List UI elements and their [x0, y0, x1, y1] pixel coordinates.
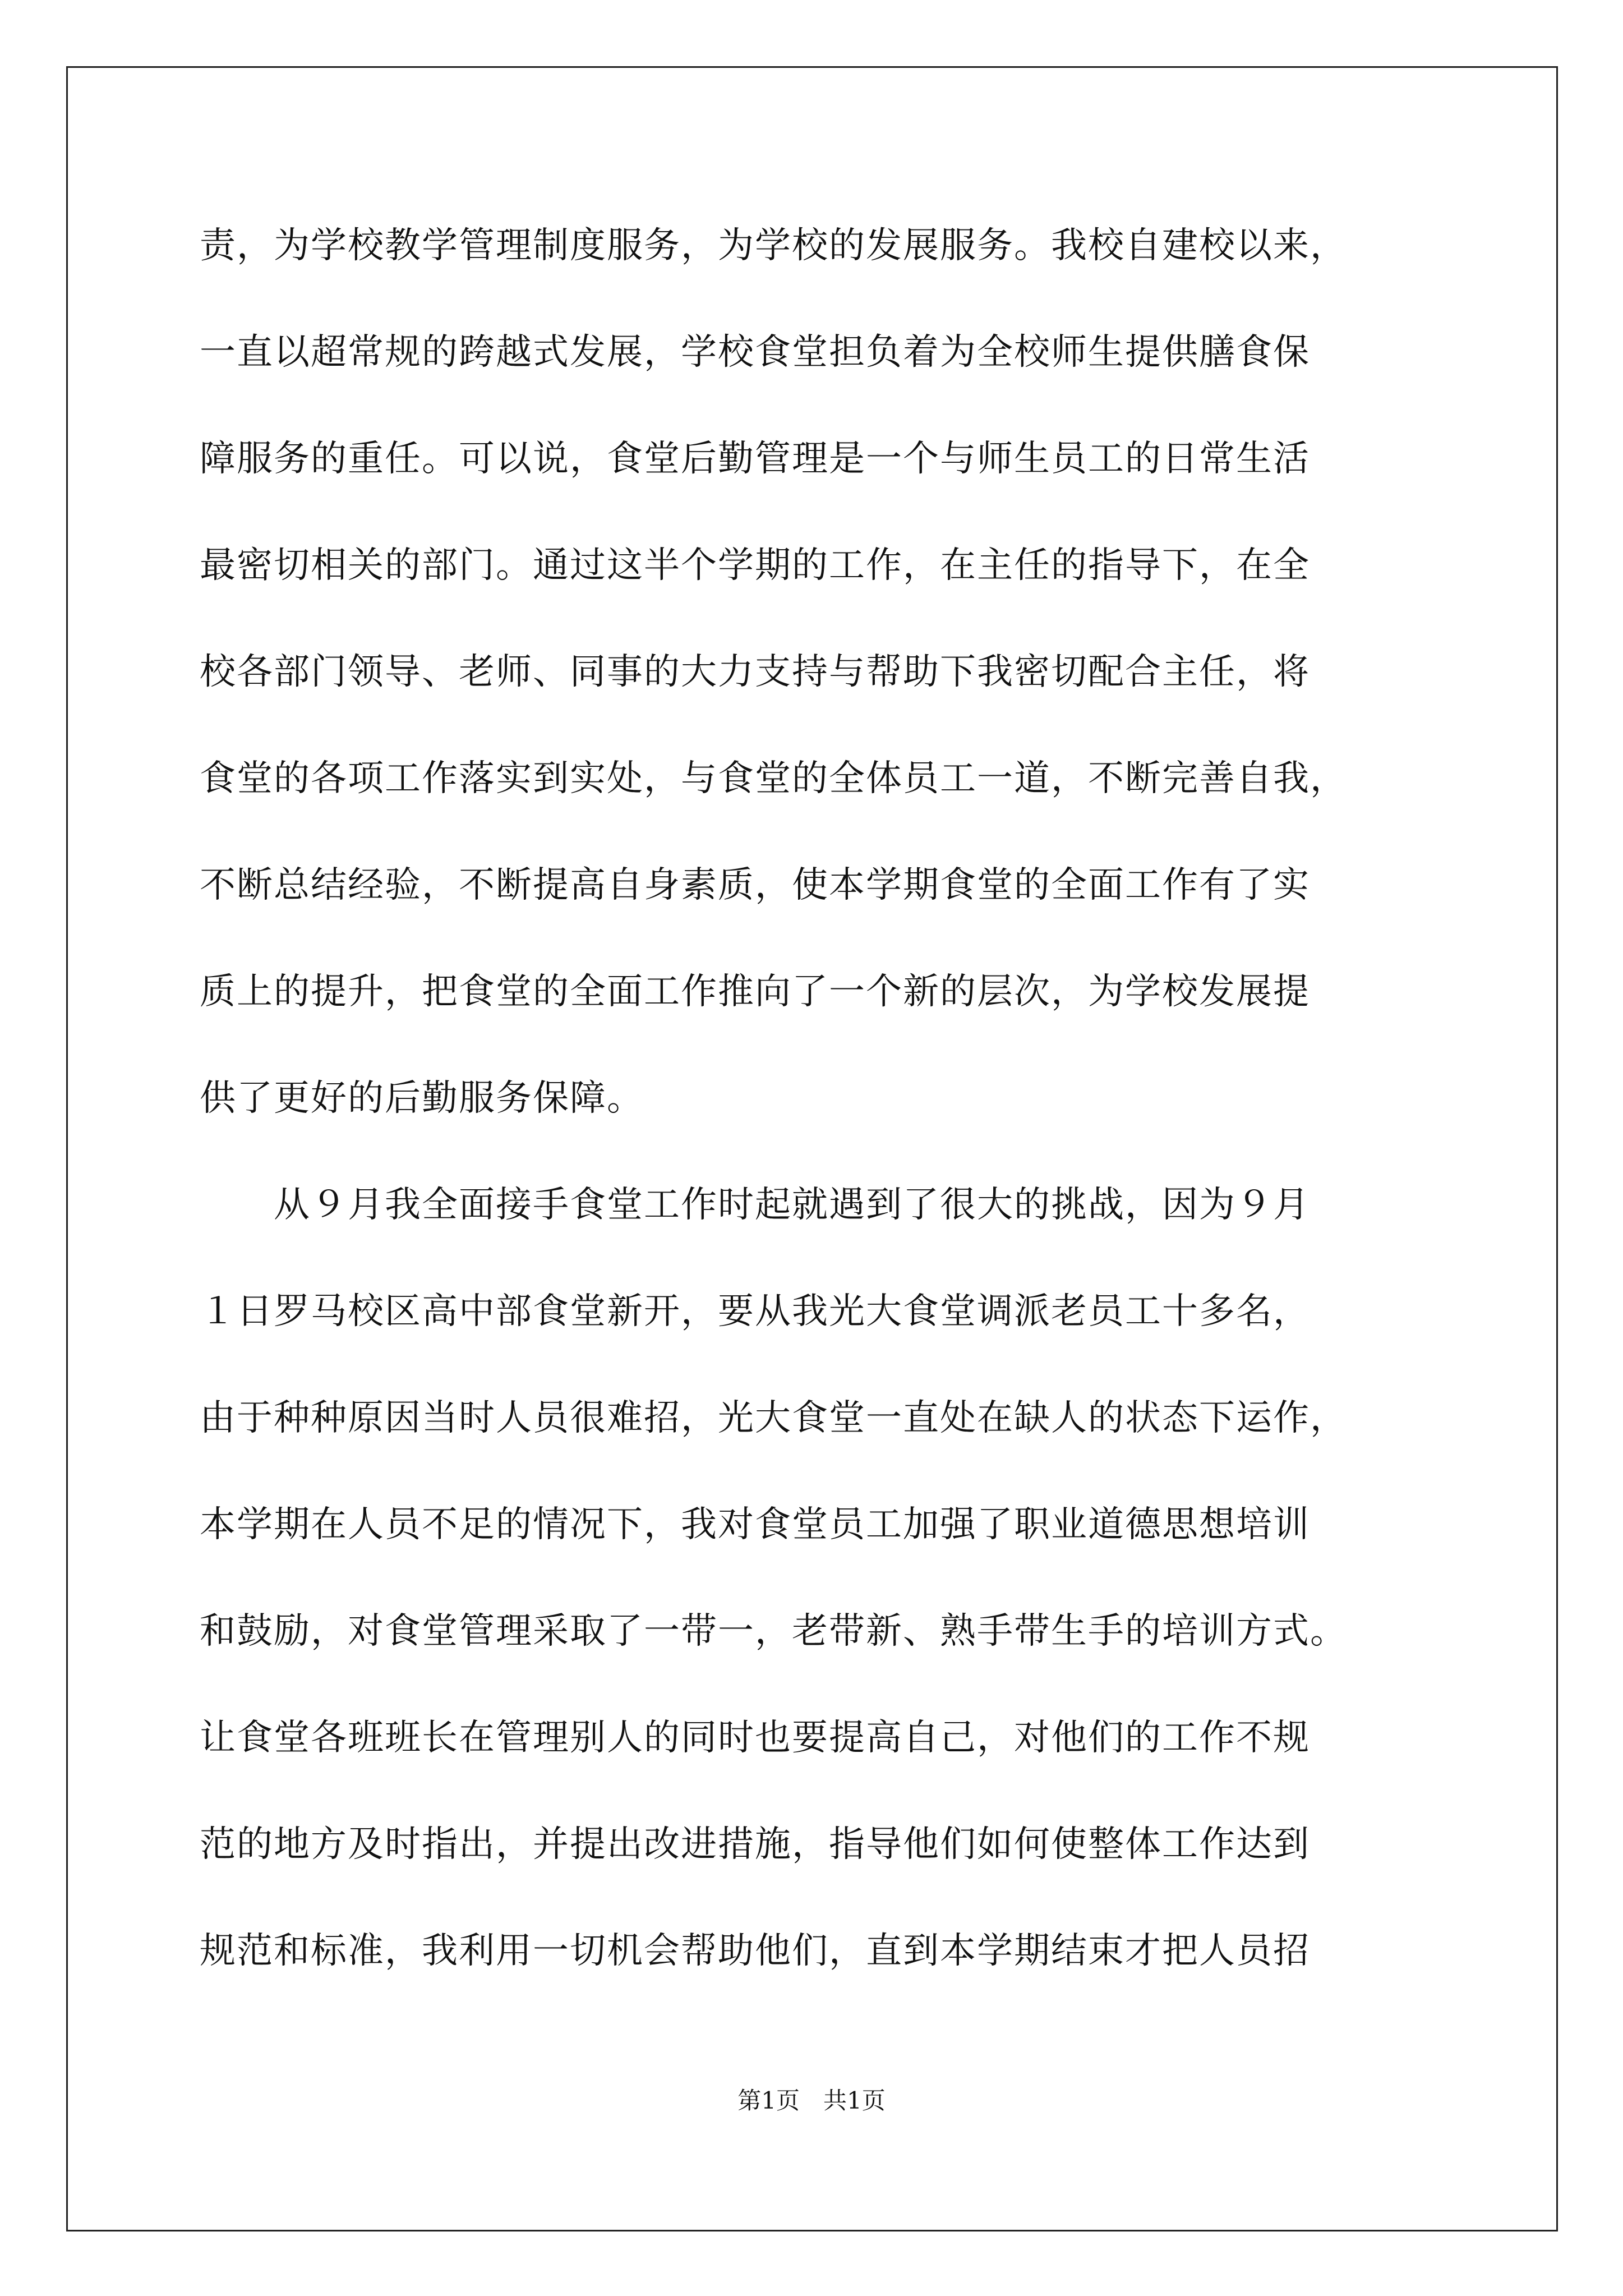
text-line: 规范和标准，我利用一切机会帮助他们，直到本学期结束才把人员招 [200, 1930, 1310, 1972]
text-line: 从９月我全面接手食堂工作时起就遇到了很大的挑战，因为９月 [200, 1184, 1310, 1226]
text-line: 不断总结经验，不断提高自身素质，使本学期食堂的全面工作有了实 [200, 864, 1310, 906]
text-line: 障服务的重任。可以说，食堂后勤管理是一个与师生员工的日常生活 [200, 438, 1310, 480]
text-line: 和鼓励，对食堂管理采取了一带一，老带新、熟手带生手的培训方式。 [200, 1611, 1347, 1652]
text-line: 责，为学校教学管理制度服务，为学校的发展服务。我校自建校以来， [200, 225, 1347, 266]
text-line: 校各部门领导、老师、同事的大力支持与帮助下我密切配合主任，将 [200, 651, 1310, 693]
text-line: 一直以超常规的跨越式发展，学校食堂担负着为全校师生提供膳食保 [200, 332, 1310, 373]
text-line: １日罗马校区高中部食堂新开，要从我光大食堂调派老员工十多名， [200, 1291, 1310, 1332]
text-line: 范的地方及时指出，并提出改进措施，指导他们如何使整体工作达到 [200, 1824, 1310, 1865]
page-border [66, 66, 1558, 2231]
page-footer: 第1页 共1页 [737, 2087, 886, 2114]
text-line: 让食堂各班班长在管理别人的同时也要提高自己，对他们的工作不规 [200, 1717, 1310, 1759]
text-line: 食堂的各项工作落实到实处，与食堂的全体员工一道，不断完善自我， [200, 758, 1347, 799]
text-line: 由于种种原因当时人员很难招，光大食堂一直处在缺人的状态下运作， [200, 1397, 1347, 1439]
text-line: 供了更好的后勤服务保障。 [200, 1078, 644, 1119]
text-line: 本学期在人员不足的情况下，我对食堂员工加强了职业道德思想培训 [200, 1504, 1310, 1545]
text-line: 最密切相关的部门。通过这半个学期的工作，在主任的指导下，在全 [200, 545, 1310, 586]
text-line: 质上的提升，把食堂的全面工作推向了一个新的层次，为学校发展提 [200, 971, 1310, 1013]
